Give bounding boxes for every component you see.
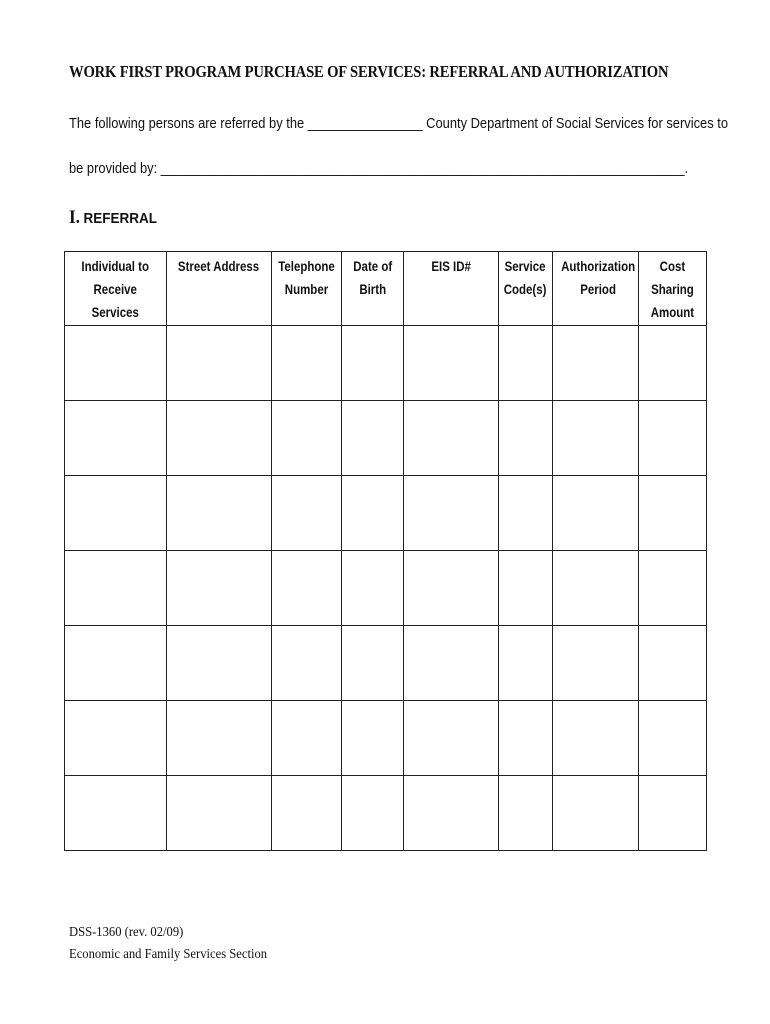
section-name: Economic and Family Services Section <box>69 947 268 962</box>
cell-cost-sharing[interactable] <box>639 401 707 476</box>
cell-authorization-period[interactable] <box>553 701 639 776</box>
section-label: REFERRAL <box>83 210 158 227</box>
cell-date-of-birth[interactable] <box>342 401 404 476</box>
cell-street-address[interactable] <box>167 326 272 401</box>
cell-individual[interactable] <box>65 776 167 851</box>
cell-service-codes[interactable] <box>499 326 553 401</box>
header-service-codes: Service Code(s) <box>499 252 553 326</box>
cell-telephone[interactable] <box>272 326 342 401</box>
cell-cost-sharing[interactable] <box>639 476 707 551</box>
header-authorization-period: Authorization Period <box>553 252 639 326</box>
table-row <box>65 401 707 476</box>
table-row <box>65 476 707 551</box>
cell-service-codes[interactable] <box>499 401 553 476</box>
form-footer <box>69 922 267 966</box>
cell-date-of-birth[interactable] <box>342 776 404 851</box>
cell-individual[interactable] <box>65 551 167 626</box>
section-number: I. <box>69 207 80 228</box>
table-row <box>65 701 707 776</box>
cell-individual[interactable] <box>65 401 167 476</box>
cell-telephone[interactable] <box>272 626 342 701</box>
cell-eis-id[interactable] <box>404 326 499 401</box>
header-telephone: Telephone Number <box>272 252 342 326</box>
header-street-address: Street Address <box>167 252 272 326</box>
cell-cost-sharing[interactable] <box>639 776 707 851</box>
cell-telephone[interactable] <box>272 476 342 551</box>
cell-eis-id[interactable] <box>404 551 499 626</box>
table-row <box>65 326 707 401</box>
section-heading-referral <box>69 207 157 229</box>
header-cost-sharing: Cost Sharing Amount <box>639 252 707 326</box>
cell-individual[interactable] <box>65 701 167 776</box>
cell-eis-id[interactable] <box>404 401 499 476</box>
cell-eis-id[interactable] <box>404 701 499 776</box>
cell-service-codes[interactable] <box>499 701 553 776</box>
cell-cost-sharing[interactable] <box>639 551 707 626</box>
form-number: DSS-1360 (rev. 02/09) <box>69 925 184 940</box>
cell-individual[interactable] <box>65 626 167 701</box>
cell-street-address[interactable] <box>167 476 272 551</box>
cell-cost-sharing[interactable] <box>639 701 707 776</box>
table-row <box>65 776 707 851</box>
header-eis-id: EIS ID# <box>404 252 499 326</box>
referral-intro-line: The following persons are referred by the ________________ County Department of Social Services for services to <box>69 115 729 132</box>
cell-street-address[interactable] <box>167 776 272 851</box>
cell-eis-id[interactable] <box>404 476 499 551</box>
cell-authorization-period[interactable] <box>553 476 639 551</box>
cell-authorization-period[interactable] <box>553 626 639 701</box>
referral-table <box>64 251 707 851</box>
cell-service-codes[interactable] <box>499 476 553 551</box>
cell-cost-sharing[interactable] <box>639 326 707 401</box>
table-header-row <box>65 252 707 326</box>
cell-date-of-birth[interactable] <box>342 551 404 626</box>
cell-street-address[interactable] <box>167 401 272 476</box>
cell-cost-sharing[interactable] <box>639 626 707 701</box>
cell-eis-id[interactable] <box>404 626 499 701</box>
cell-authorization-period[interactable] <box>553 401 639 476</box>
cell-date-of-birth[interactable] <box>342 326 404 401</box>
cell-telephone[interactable] <box>272 701 342 776</box>
cell-eis-id[interactable] <box>404 776 499 851</box>
cell-date-of-birth[interactable] <box>342 701 404 776</box>
cell-telephone[interactable] <box>272 551 342 626</box>
cell-date-of-birth[interactable] <box>342 476 404 551</box>
cell-telephone[interactable] <box>272 401 342 476</box>
cell-telephone[interactable] <box>272 776 342 851</box>
cell-street-address[interactable] <box>167 626 272 701</box>
cell-individual[interactable] <box>65 326 167 401</box>
cell-service-codes[interactable] <box>499 776 553 851</box>
form-title: WORK FIRST PROGRAM PURCHASE OF SERVICES: REFERRAL AND AUTHORIZATION <box>69 62 669 81</box>
cell-authorization-period[interactable] <box>553 776 639 851</box>
cell-authorization-period[interactable] <box>553 551 639 626</box>
cell-service-codes[interactable] <box>499 551 553 626</box>
cell-authorization-period[interactable] <box>553 326 639 401</box>
cell-date-of-birth[interactable] <box>342 626 404 701</box>
header-individual: Individual to Receive Services <box>65 252 167 326</box>
header-date-of-birth: Date of Birth <box>342 252 404 326</box>
provider-line: be provided by: _________________________________________________________________________. <box>69 160 689 177</box>
cell-street-address[interactable] <box>167 701 272 776</box>
cell-service-codes[interactable] <box>499 626 553 701</box>
table-row <box>65 551 707 626</box>
cell-street-address[interactable] <box>167 551 272 626</box>
table-row <box>65 626 707 701</box>
cell-individual[interactable] <box>65 476 167 551</box>
